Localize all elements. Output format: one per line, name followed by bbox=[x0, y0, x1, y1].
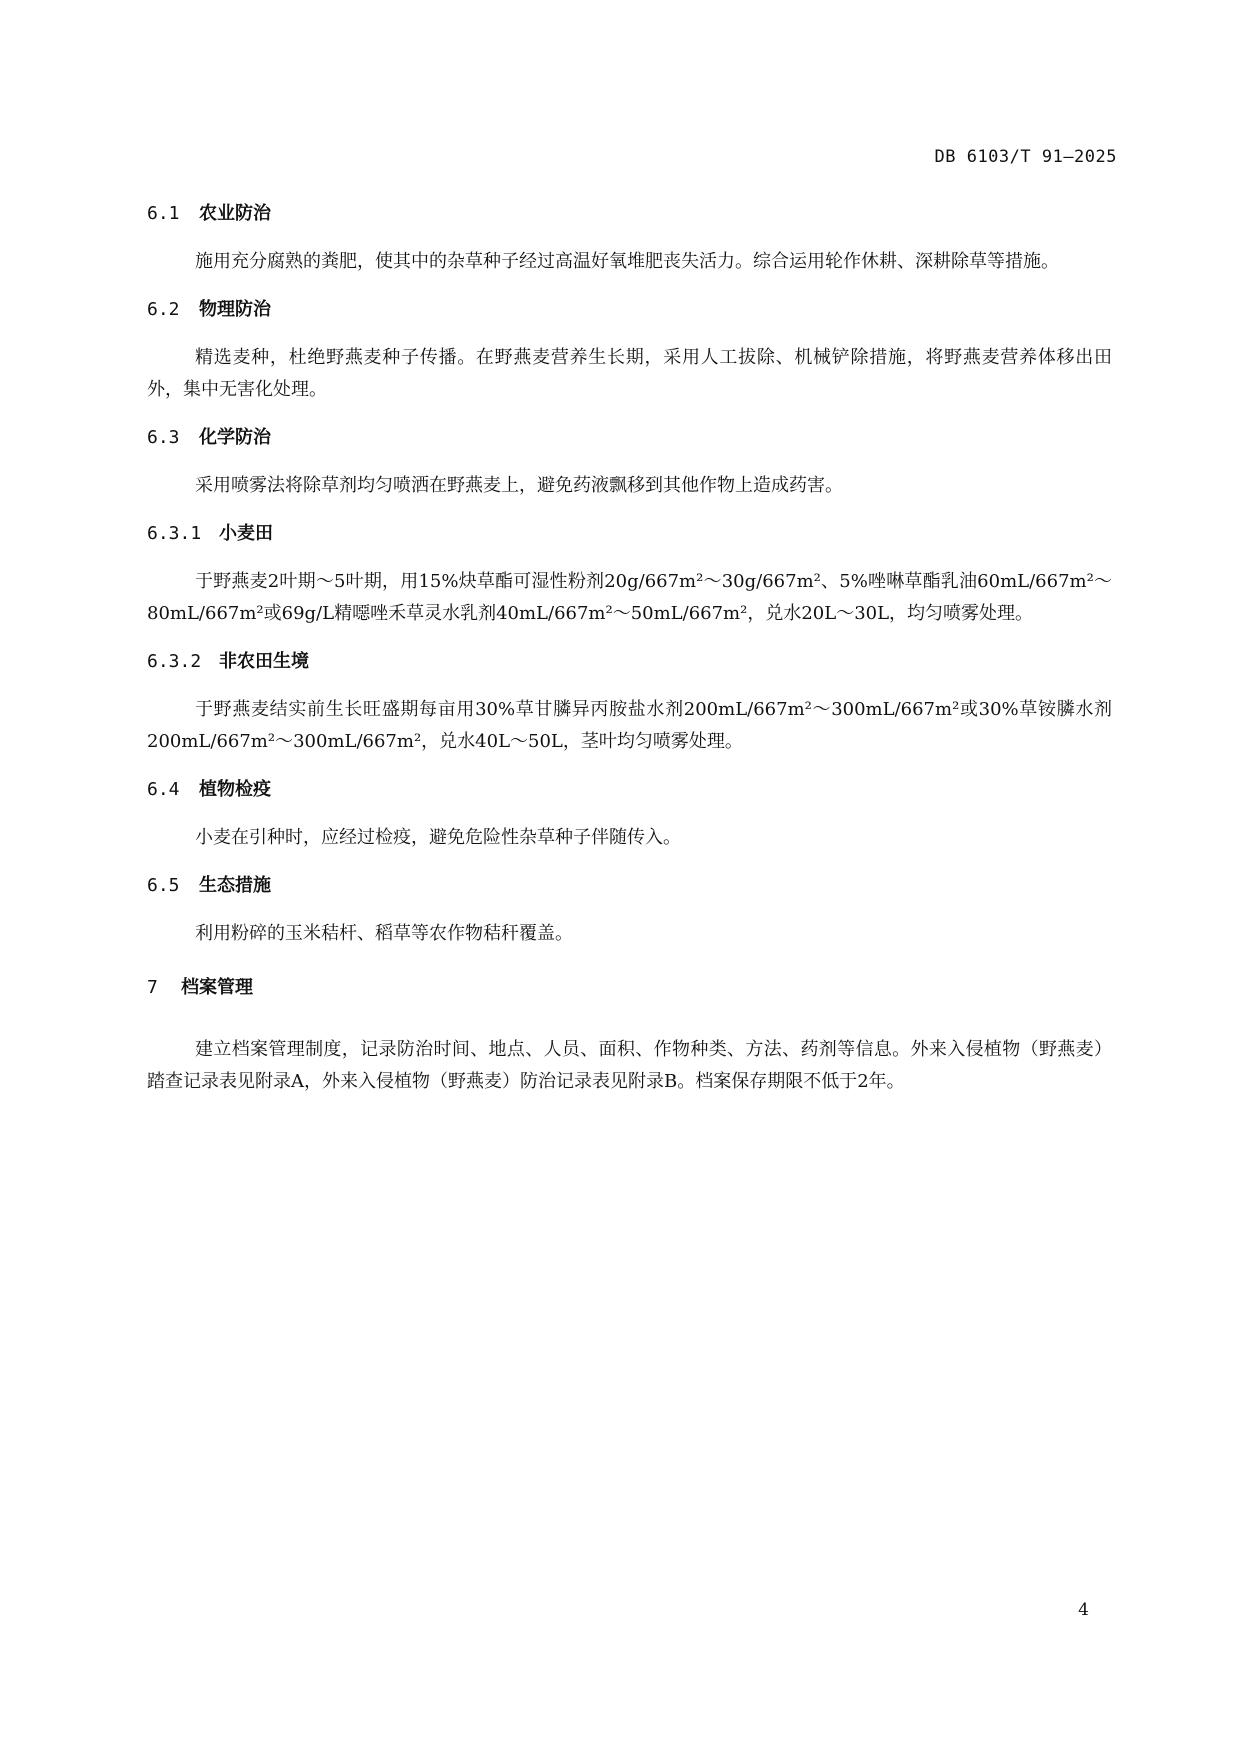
section-paragraph-6-2: 精选麦种，杜绝野燕麦种子传播。在野燕麦营养生长期，采用人工拔除、机械铲除措施，将野燕麦营养体移出田外，集中无害化处理。 bbox=[147, 347, 1112, 400]
section-heading-6-2 bbox=[147, 296, 1112, 324]
section-number: 6.3 bbox=[147, 427, 180, 448]
section-number: 6.1 bbox=[147, 203, 180, 224]
section-title: 生态措施 bbox=[199, 875, 271, 896]
section-number: 7 bbox=[147, 977, 158, 998]
section-heading-6-3-1 bbox=[147, 520, 1112, 548]
section-title: 农业防治 bbox=[199, 203, 271, 224]
section-paragraph-6-5: 利用粉碎的玉米秸杆、稻草等农作物秸秆覆盖。 bbox=[195, 923, 573, 944]
section-title: 非农田生境 bbox=[219, 651, 309, 672]
section-paragraph-6-3: 采用喷雾法将除草剂均匀喷洒在野燕麦上，避免药液飘移到其他作物上造成药害。 bbox=[195, 475, 843, 496]
section-heading-6-1 bbox=[147, 200, 1112, 228]
section-number: 6.3.1 bbox=[147, 523, 202, 544]
section-heading-6-3-2 bbox=[147, 648, 1112, 676]
section-heading-6-5 bbox=[147, 872, 1112, 900]
section-paragraph-6-1: 施用充分腐熟的粪肥，使其中的杂草种子经过高温好氧堆肥丧失活力。综合运用轮作休耕、深耕除草等措施。 bbox=[195, 251, 1059, 272]
section-paragraph-6-4: 小麦在引种时，应经过检疫，避免危险性杂草种子伴随传入。 bbox=[195, 827, 681, 848]
section-number: 6.4 bbox=[147, 779, 180, 800]
section-paragraph-7: 建立档案管理制度，记录防治时间、地点、人员、面积、作物种类、方法、药剂等信息。外来入侵植物（野燕麦）踏查记录表见附录A，外来入侵植物（野燕麦）防治记录表见附录B。档案保存期限不低于2年。 bbox=[147, 1039, 1112, 1092]
section-number: 6.2 bbox=[147, 299, 180, 320]
section-title: 植物检疫 bbox=[199, 779, 271, 800]
document-code: DB 6103/T 91—2025 bbox=[934, 147, 1117, 167]
section-number: 6.3.2 bbox=[147, 651, 202, 672]
section-title: 物理防治 bbox=[199, 299, 271, 320]
section-title: 档案管理 bbox=[181, 977, 253, 998]
section-heading-6-3 bbox=[147, 424, 1112, 452]
section-paragraph-6-3-2: 于野燕麦结实前生长旺盛期每亩用30%草甘膦异丙胺盐水剂200mL/667m²～300mL/667m²或30%草铵膦水剂200mL/667m²～300mL/667m²，兑水40L～50L，茎叶均匀喷雾处理。 bbox=[147, 699, 1112, 752]
section-heading-6-4 bbox=[147, 776, 1112, 804]
document-body bbox=[147, 200, 1112, 1098]
section-title: 小麦田 bbox=[219, 523, 273, 544]
page-number: 4 bbox=[1078, 1600, 1089, 1620]
section-title: 化学防治 bbox=[199, 427, 271, 448]
section-heading-7 bbox=[147, 974, 1112, 1002]
section-number: 6.5 bbox=[147, 875, 180, 896]
section-paragraph-6-3-1: 于野燕麦2叶期～5叶期，用15%炔草酯可湿性粉剂20g/667m²～30g/667m²、5%唑啉草酯乳油60mL/667m²～80mL/667m²或69g/L精噁唑禾草灵水乳剂40mL/667m²～50mL/667m²，兑水20L～30L，均匀喷雾处理。 bbox=[147, 571, 1112, 624]
